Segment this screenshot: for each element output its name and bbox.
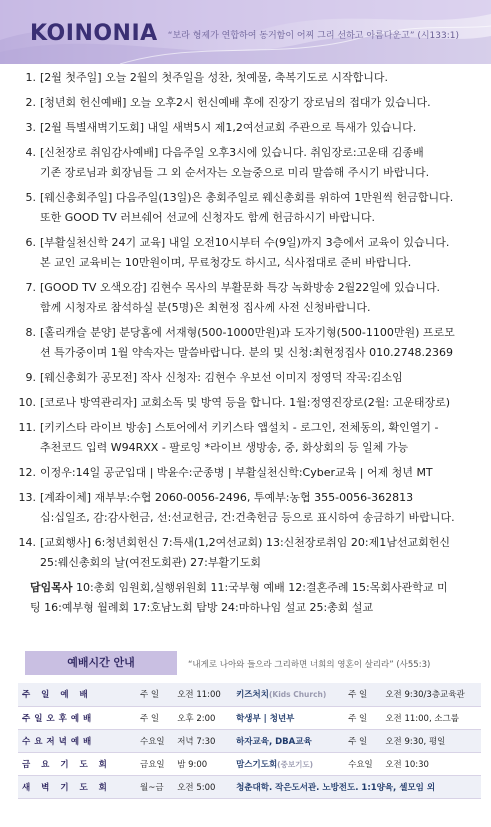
department-time: 오전 10:30 — [385, 759, 429, 770]
department-time: 오전 9:30/3층교육관 — [385, 690, 465, 701]
table-row — [18, 706, 481, 729]
notice-text: [교회행사] 6:청년회헌신 7:특새(1,2여선교회) 13:신천장로취임 20:제1남선교회헌신 — [40, 536, 450, 549]
service-time: 저녁 7:30 — [177, 736, 216, 747]
department-name — [232, 729, 344, 752]
notice-item — [0, 533, 491, 573]
service-name: 주일오후예배 — [22, 713, 96, 724]
notice-number: 10. — [18, 396, 36, 409]
department-time: 오전 9:30, 평일 — [385, 736, 446, 747]
notice-text: [GOOD TV 오색오감] 김현수 목사의 부활문화 특강 녹화방송 2월22일에 있습니다. — [40, 281, 440, 294]
notice-item — [0, 368, 491, 388]
notice-number: 6. — [25, 236, 36, 249]
worship-schedule-table — [18, 683, 481, 799]
department-name-text: 맘스기도회 — [236, 759, 278, 770]
service-name: 새 벽 기 도 회 — [22, 782, 111, 793]
table-row — [18, 729, 481, 752]
koinonia-logo: KOINONIA — [30, 21, 158, 46]
service-time: 오전 5:00 — [177, 782, 216, 793]
notice-text: [부활실천신학 24기 교육] 내일 오전10시부터 수(9일)까지 3층에서 교육이 있습니다. — [40, 236, 450, 249]
notice-item — [0, 488, 491, 528]
pastor-title: 담임목사 — [30, 581, 73, 594]
notice-text: 25:웨신총회의 날(여전도회관) 27:부활기도회 — [40, 556, 261, 569]
notice-text: 또한 GOOD TV 러브쉐어 선교에 신청자도 함께 헌금하시기 바랍니다. — [40, 211, 376, 224]
notice-number: 12. — [18, 466, 36, 479]
department-name — [232, 752, 344, 775]
worship-title: 예배시간 안내 — [25, 651, 177, 675]
department-day: 주 일 — [348, 713, 368, 724]
notice-text: 션 특가중이며 1월 약속자는 말씀바랍니다. 분의 및 신청:최현정집사 010.2748.2369 — [40, 346, 454, 359]
notice-item — [0, 278, 491, 318]
notice-item — [0, 463, 491, 483]
notice-text: [웨신총회주일] 다음주일(13일)은 총회주일로 웨신총회를 위하여 1만원씩 헌금합니다. — [40, 191, 454, 204]
service-name: 수요저녁예배 — [22, 736, 96, 747]
notice-item — [0, 188, 491, 228]
header-verse: “보라 형제가 연합하여 동거함이 어찌 그리 선하고 아름다운고” (시133:1) — [167, 31, 459, 41]
pastor-schedule — [0, 578, 491, 618]
notice-number: 11. — [18, 421, 36, 434]
notice-text: [홀리캐슬 분양] 분당홈에 서재형(500-1000만원)과 도자기형(500-1100만원) 프로모 — [40, 326, 455, 339]
notice-number: 9. — [25, 371, 36, 384]
table-row — [18, 775, 481, 798]
notice-text: 본 교인 교육비는 10만원이며, 무료청강도 하시고, 식사접대로 준비 바랍니다. — [40, 256, 412, 269]
table-row — [18, 752, 481, 775]
notice-number: 2. — [25, 96, 36, 109]
service-name: 주 일 예 배 — [22, 690, 92, 701]
service-day: 주 일 — [140, 713, 160, 724]
notice-item — [0, 68, 491, 88]
notice-item — [0, 418, 491, 458]
notice-text: [2월 첫주일] 오늘 2월의 첫주일을 성찬, 첫예물, 축복기도로 시작합니다. — [40, 71, 388, 84]
department-day: 수요일 — [348, 759, 373, 770]
department-subtitle: (중보기도) — [277, 759, 313, 769]
notice-text: [신천장로 취임감사예배] 다음주일 오후3시에 있습니다. 취임장로:고운태 김종배 — [40, 146, 424, 159]
service-time: 오전 11:00 — [177, 690, 221, 701]
worship-header — [10, 651, 481, 677]
department-subtitle: (Kids Church) — [268, 690, 327, 700]
notice-number: 5. — [25, 191, 36, 204]
worship-verse: “내게로 나아와 들으라 그리하면 너희의 영혼이 살리라” (사55:3) — [188, 660, 431, 670]
notice-number: 8. — [25, 326, 36, 339]
notice-number: 1. — [25, 71, 36, 84]
department-name — [232, 706, 344, 729]
department-name-text: 키즈처치 — [236, 690, 269, 701]
department-name-text: 학생부 | 청년부 — [236, 713, 295, 724]
service-day: 주 일 — [140, 690, 160, 701]
service-name: 금 요 기 도 회 — [22, 759, 111, 770]
notice-number: 3. — [25, 121, 36, 134]
department-name-text: 하자교육, DBA교육 — [236, 736, 312, 747]
department-name — [232, 775, 481, 798]
service-day: 월~금 — [140, 782, 164, 793]
notice-item — [0, 143, 491, 183]
notice-item — [0, 233, 491, 273]
service-day: 금요일 — [140, 759, 165, 770]
notice-text: 함께 시청자로 참석하실 분(5명)은 최현정 집사께 사전 신청바랍니다. — [40, 301, 371, 314]
notice-item — [0, 118, 491, 138]
department-day: 주 일 — [348, 690, 368, 701]
pastor-schedule-text: 10:총회 임원회,실행위원회 11:국부형 예배 12:결혼주례 15:목회사관학교 미 — [76, 581, 448, 594]
notice-number: 7. — [25, 281, 36, 294]
table-row — [18, 683, 481, 706]
service-time: 밤 9:00 — [177, 759, 208, 770]
notice-text: 추천코드 입력 W94RXX - 팔로잉 *라이브 생방송, 중, 화상회의 등 일체 가능 — [40, 441, 409, 454]
notice-text: [2월 특별새벽기도회] 내일 새벽5시 제1,2여선교회 주관으로 특새가 있습니다. — [40, 121, 417, 134]
notice-text: [웨신총회가 공모전] 작사 신청자: 김현수 우보선 이미지 정영덕 작곡:김소임 — [40, 371, 403, 384]
department-name-text: 청춘대학. 작은도서관. 노방전도. 1:1양육, 셀모임 외 — [236, 782, 436, 793]
notice-text: [청년회 헌신예배] 오늘 오후2시 헌신예배 후에 진장기 장로님의 접대가 있습니다. — [40, 96, 431, 109]
notice-text: [키키스타 라이브 방송] 스토어에서 키키스타 앱설치 - 로그인, 전체동의, 확인열기 - — [40, 421, 439, 434]
notice-text: 기존 장로님과 회장님들 그 외 순서자는 오늘중으로 미리 말씀해 주시기 바랍니다. — [40, 166, 430, 179]
department-day: 주 일 — [348, 736, 368, 747]
pastor-schedule-line — [30, 578, 481, 598]
notice-item — [0, 323, 491, 363]
notice-item — [0, 393, 491, 413]
notice-list — [0, 68, 491, 623]
notice-number: 13. — [18, 491, 36, 504]
notice-text: [코로나 방역관리자] 교회소독 및 방역 등을 합니다. 1월:정영진장로(2월: 고운태장로) — [40, 396, 451, 409]
pastor-schedule-text: 팅 16:예부형 월례회 17:호남노회 탐방 24:마하나임 설교 25:총회 설교 — [30, 601, 374, 614]
department-name — [232, 683, 344, 706]
service-time: 오후 2:00 — [177, 713, 216, 724]
notice-number: 14. — [18, 536, 36, 549]
notice-number: 4. — [25, 146, 36, 159]
notice-text: 십:십일조, 감:감사헌금, 선:선교헌금, 건:건축헌금 등으로 표시하여 송금하기 바랍니다. — [40, 511, 455, 524]
notice-text: [계좌이체] 재부부:수협 2060-0056-2496, 투예부:농협 355-0056-362813 — [40, 491, 414, 504]
header-banner — [0, 0, 491, 64]
notice-item — [0, 93, 491, 113]
service-day: 수요일 — [140, 736, 165, 747]
department-time: 오전 11:00, 소그룹 — [385, 713, 460, 724]
notice-text: 이정우:14일 공군입대 | 박윤수:군종병 | 부활실천신학:Cyber교육 | 어제 청년 MT — [40, 466, 433, 479]
